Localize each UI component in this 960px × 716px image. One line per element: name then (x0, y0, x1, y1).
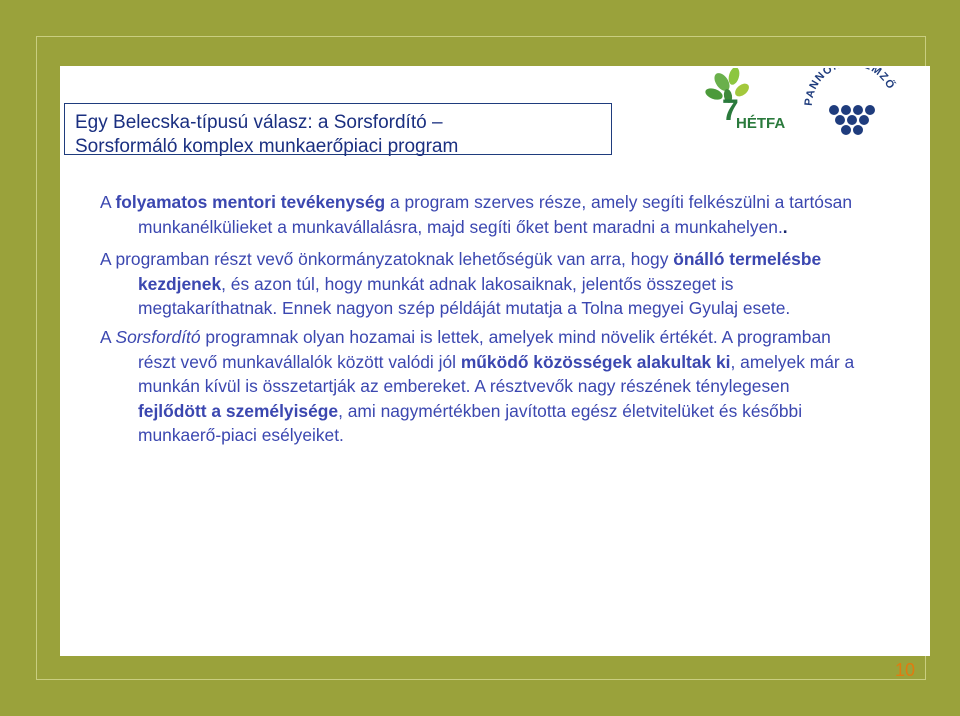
bold-segment: önálló termelésbe kezdjenek (138, 249, 822, 294)
bold-segment: működő közösségek alakultak ki (460, 351, 731, 372)
pannon-pattern-icon (829, 105, 875, 135)
bold-segment: . (782, 216, 788, 237)
paragraph-mentoring (100, 190, 860, 239)
paragraph-municipalities (100, 247, 860, 321)
italic-segment: Sorsfordító (115, 326, 201, 347)
pannon-elemzo-logo (803, 68, 898, 135)
page-title (75, 111, 458, 159)
text-segment: A (100, 326, 116, 347)
bold-segment: folyamatos mentori tevékenység (115, 192, 386, 212)
text-segment: a program szerves része, amely segíti felkészülni a tartósan munkanélkülieket a munkavállalásra, majd segíti őket bent maradni a munkahelyen. (138, 192, 853, 237)
text-segment: programnak olyan hozamai is lettek, amelyek mind növelik értékét. A programban részt vevő munkavállalók között valódi jól (138, 326, 831, 372)
paragraph-outcomes (100, 325, 860, 448)
text-segment: , és azon túl, hogy munkát adnak lakosaiknak, jelentős összeget is megtakaríthatnak. Ennek nagyon szép példáját mutatja a Tolna megyei Gyulaj esete. (138, 273, 791, 319)
page-number: 10 (895, 660, 916, 680)
hetfa-numeral: 7 (722, 94, 739, 127)
text-segment: A programban részt vevő önkormányzatoknak lehetőségük van arra, hogy (100, 249, 674, 270)
text-segment: , ami nagymértékben javította egész életvitelüket és későbbi munkaerő-piaci esélyeiket. (138, 400, 803, 446)
hetfa-logo (700, 68, 910, 138)
pannon-text: PANNO MZŐ (802, 68, 897, 107)
svg-text:PANNON·ELEMZŐ (803, 68, 898, 106)
hetfa-text: HÉTFA (736, 115, 786, 132)
text-segment: , amelyek már a munkán kívül is összetartják az embereket. A résztvevők nagy részének ténylegesen (138, 351, 855, 397)
title-box (64, 103, 612, 155)
logos (700, 68, 910, 138)
text-segment: A (100, 192, 116, 212)
title-line-1: Egy Belecska-típusú válasz: a Sorsfordító – (75, 112, 443, 133)
content-body (100, 190, 860, 448)
bold-segment: fejlődött a személyisége (138, 400, 339, 421)
title-line-2: Sorsformáló komplex munkaerőpiaci program (75, 136, 459, 157)
